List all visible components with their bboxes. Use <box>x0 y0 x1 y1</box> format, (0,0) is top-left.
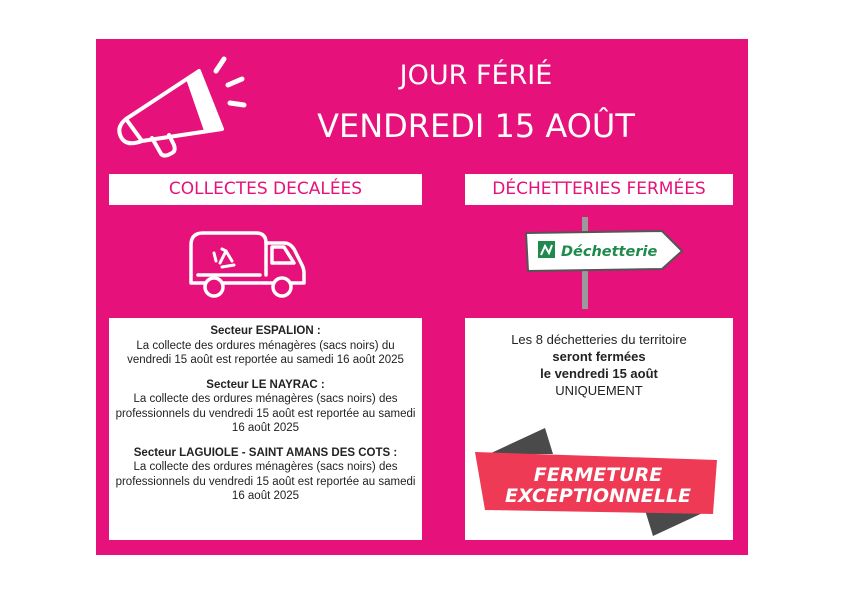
collectes-box <box>109 318 422 540</box>
closure-line-bold: seront fermées <box>552 349 646 364</box>
closure-line: Les 8 déchetteries du territoire <box>511 332 687 347</box>
sector-title: Secteur LAGUIOLE - SAINT AMANS DES COTS : <box>133 446 398 459</box>
dechetterie-sign-icon <box>524 217 689 309</box>
sector-text: La collecte des ordures ménagères (sacs noirs) des professionnels du vendredi 15 août est reportée au samedi 16 août 2025 <box>115 461 416 502</box>
dechetteries-heading: DÉCHETTERIES FERMÉES <box>465 174 733 205</box>
recycling-truck-icon <box>186 225 311 300</box>
banner-line-1: FERMETURE <box>533 464 663 486</box>
dechetteries-box <box>465 318 733 540</box>
poster <box>96 39 748 555</box>
megaphone-icon <box>104 49 254 159</box>
title-line-1: JOUR FÉRIÉ <box>399 60 553 91</box>
collectes-heading: COLLECTES DECALÉES <box>109 174 422 205</box>
sector-text: La collecte des ordures ménagères (sacs noirs) des professionnels du vendredi 15 août est reportée au samedi 16 août 2025 <box>115 393 416 434</box>
recycle-symbol-icon <box>214 249 234 267</box>
sector-le-nayrac <box>109 378 422 436</box>
closure-date: le vendredi 15 août <box>540 366 658 381</box>
sector-text: La collecte des ordures ménagères (sacs noirs) du vendredi 15 août est reportée au samedi 16 août 2025 <box>127 339 404 366</box>
banner-line-2: EXCEPTIONNELLE <box>505 485 691 507</box>
title-line-2: VENDREDI 15 AOÛT <box>317 107 635 145</box>
sector-title: Secteur ESPALION : <box>210 325 321 337</box>
fermeture-banner <box>473 426 725 538</box>
closure-uniquement: UNIQUEMENT <box>555 383 643 398</box>
sector-espalion <box>109 324 422 368</box>
sector-laguiole <box>109 446 422 504</box>
sector-title: Secteur LE NAYRAC : <box>206 378 325 391</box>
sign-label: Déchetterie <box>561 244 658 260</box>
